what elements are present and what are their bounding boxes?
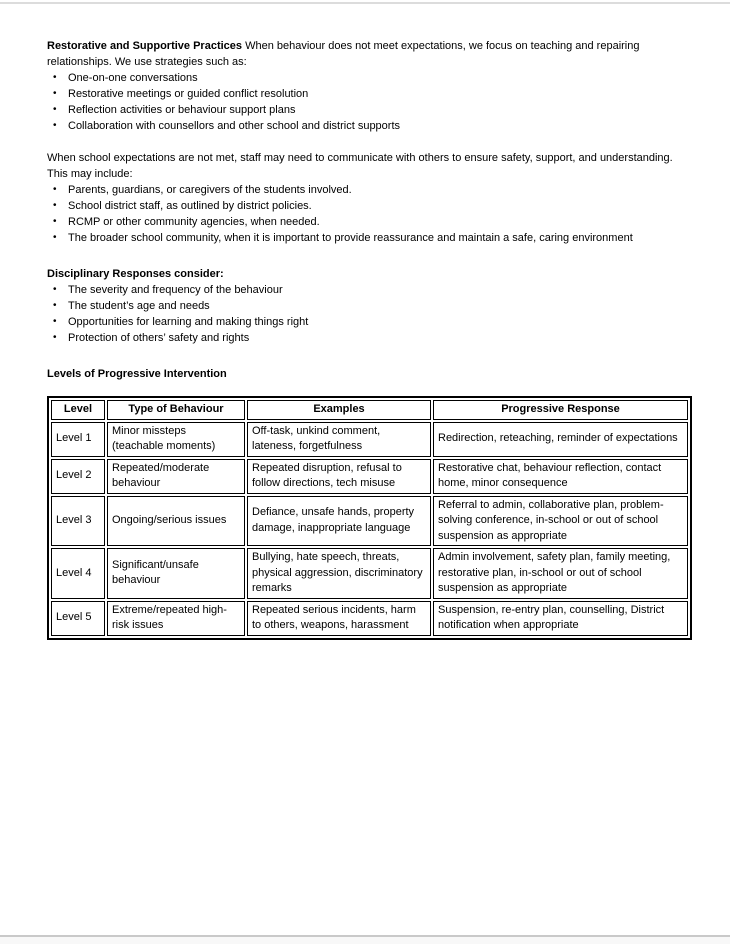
bullet-icon: •: [53, 316, 57, 327]
cell-type: Extreme/repeated high-risk issues: [107, 601, 245, 636]
table-header-row: [51, 400, 688, 420]
bullet-text: Reflection activities or behaviour support plans: [68, 104, 296, 116]
cell-response: Restorative chat, behaviour reflection, contact home, minor consequence: [433, 459, 688, 494]
table-row: [51, 422, 688, 457]
cell-response: Referral to admin, collaborative plan, problem-solving conference, in-school or out of school suspension as appropriate: [433, 496, 688, 547]
list-item: [47, 198, 688, 214]
cell-response: Admin involvement, safety plan, family meeting, restorative plan, in-school or out of school suspension as appropriate: [433, 548, 688, 599]
bullet-icon: •: [53, 88, 57, 99]
list-item: [47, 70, 688, 86]
bullet-icon: •: [53, 284, 57, 295]
cell-examples: Repeated disruption, refusal to follow directions, tech misuse: [247, 459, 431, 494]
list-item: [47, 298, 688, 314]
list-item: [47, 230, 688, 246]
list-item: [47, 86, 688, 102]
document-page-content: [47, 38, 688, 640]
disciplinary-bullet-list: [47, 282, 688, 346]
header-cell-level: Level: [51, 400, 105, 420]
bullet-text: RCMP or other community agencies, when needed.: [68, 216, 320, 228]
cell-type: Repeated/moderate behaviour: [107, 459, 245, 494]
section-disciplinary-responses: [47, 266, 688, 346]
bullet-icon: •: [53, 332, 57, 343]
bullet-text: Restorative meetings or guided conflict resolution: [68, 88, 309, 100]
cell-examples: Repeated serious incidents, harm to others, weapons, harassment: [247, 601, 431, 636]
list-item: [47, 314, 688, 330]
section-communication: [47, 150, 688, 246]
bullet-text: Parents, guardians, or caregivers of the students involved.: [68, 184, 352, 196]
cell-level: Level 2: [51, 459, 105, 494]
cell-response: Redirection, reteaching, reminder of expectations: [433, 422, 688, 457]
cell-level: Level 1: [51, 422, 105, 457]
levels-heading: Levels of Progressive Intervention: [47, 368, 227, 380]
cell-level: Level 4: [51, 548, 105, 599]
cell-type: Significant/unsafe behaviour: [107, 548, 245, 599]
below-page-area: [0, 937, 730, 944]
list-item: [47, 282, 688, 298]
bullet-icon: •: [53, 216, 57, 227]
bullet-text: The student’s age and needs: [68, 300, 210, 312]
section-restorative-practices: [47, 38, 688, 134]
table-row: [51, 601, 688, 636]
cell-level: Level 5: [51, 601, 105, 636]
cell-response: Suspension, re-entry plan, counselling, District notification when appropriate: [433, 601, 688, 636]
bullet-text: Opportunities for learning and making things right: [68, 316, 309, 328]
cell-examples: Bullying, hate speech, threats, physical aggression, discriminatory remarks: [247, 548, 431, 599]
progressive-intervention-table: [47, 396, 692, 640]
bullet-text: The severity and frequency of the behaviour: [68, 284, 283, 296]
page-top-edge: [0, 2, 730, 4]
table-row: [51, 459, 688, 494]
cell-type: Minor missteps (teachable moments): [107, 422, 245, 457]
cell-examples: Off-task, unkind comment, lateness, forgetfulness: [247, 422, 431, 457]
list-item: [47, 330, 688, 346]
header-cell-examples: Examples: [247, 400, 431, 420]
bullet-text: The broader school community, when it is important to provide reassurance and maintain a safe, caring environment: [68, 232, 633, 244]
restorative-intro-text: When behaviour does not meet expectations, we focus on teaching and repairing relationships. We use strategies such as:: [47, 40, 640, 68]
communication-bullet-list: [47, 182, 688, 246]
cell-examples: Defiance, unsafe hands, property damage, inappropriate language: [247, 496, 431, 547]
bullet-text: School district staff, as outlined by district policies.: [68, 200, 312, 212]
list-item: [47, 214, 688, 230]
bullet-icon: •: [53, 184, 57, 195]
table-row: [51, 548, 688, 599]
restorative-heading: Restorative and Supportive Practices: [47, 40, 243, 52]
restorative-intro-paragraph: [47, 38, 688, 70]
bullet-text: Protection of others’ safety and rights: [68, 332, 250, 344]
table-row: [51, 496, 688, 547]
disciplinary-heading: Disciplinary Responses consider:: [47, 268, 224, 280]
bullet-icon: •: [53, 72, 57, 83]
communication-intro-paragraph: When school expectations are not met, staff may need to communicate with others to ensure safety, support, and understanding. This may include:: [47, 152, 673, 180]
bullet-icon: •: [53, 232, 57, 243]
list-item: [47, 182, 688, 198]
bullet-text: One-on-one conversations: [68, 72, 198, 84]
bullet-icon: •: [53, 104, 57, 115]
cell-type: Ongoing/serious issues: [107, 496, 245, 547]
restorative-bullet-list: [47, 70, 688, 134]
bullet-icon: •: [53, 120, 57, 131]
bullet-icon: •: [53, 200, 57, 211]
header-cell-type: Type of Behaviour: [107, 400, 245, 420]
header-cell-response: Progressive Response: [433, 400, 688, 420]
bullet-icon: •: [53, 300, 57, 311]
cell-level: Level 3: [51, 496, 105, 547]
list-item: [47, 102, 688, 118]
list-item: [47, 118, 688, 134]
bullet-text: Collaboration with counsellors and other school and district supports: [68, 120, 401, 132]
